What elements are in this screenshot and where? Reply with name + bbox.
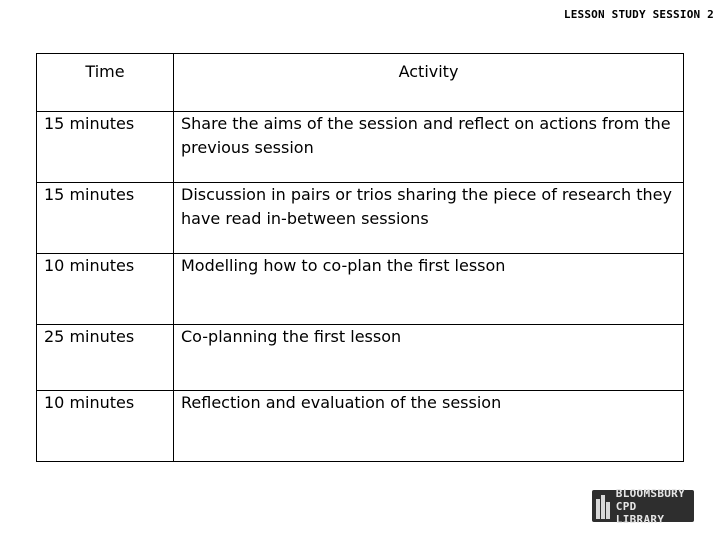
- activity-cell: Share the aims of the session and reflect on actions from the previous session: [174, 112, 684, 183]
- table-row: [37, 254, 684, 325]
- time-cell: 15 minutes: [37, 112, 174, 183]
- activity-cell: Reflection and evaluation of the session: [174, 391, 684, 462]
- table-header-row: [37, 54, 684, 112]
- time-cell: 25 minutes: [37, 325, 174, 391]
- bloomsbury-cpd-library-logo: [592, 486, 694, 526]
- activity-cell: Discussion in pairs or trios sharing the piece of research they have read in-between sessions: [174, 183, 684, 254]
- activity-cell: Co-planning the first lesson: [174, 325, 684, 391]
- session-agenda-table: [36, 53, 684, 462]
- time-cell: 10 minutes: [37, 391, 174, 462]
- column-header-activity: Activity: [174, 54, 684, 112]
- logo-line-1: BLOOMSBURY: [615, 486, 686, 500]
- time-cell: 15 minutes: [37, 183, 174, 254]
- table-row: [37, 325, 684, 391]
- table-row: [37, 183, 684, 254]
- column-header-time: Time: [37, 54, 174, 112]
- logo-line-2: CPD LIBRARY: [615, 499, 665, 526]
- slide-title: LESSON STUDY SESSION 2: [563, 8, 714, 21]
- activity-cell: Modelling how to co-plan the first lesson: [174, 254, 684, 325]
- time-cell: 10 minutes: [37, 254, 174, 325]
- table-row: [37, 391, 684, 462]
- bookshelf-icon: [595, 493, 613, 519]
- table-row: [37, 112, 684, 183]
